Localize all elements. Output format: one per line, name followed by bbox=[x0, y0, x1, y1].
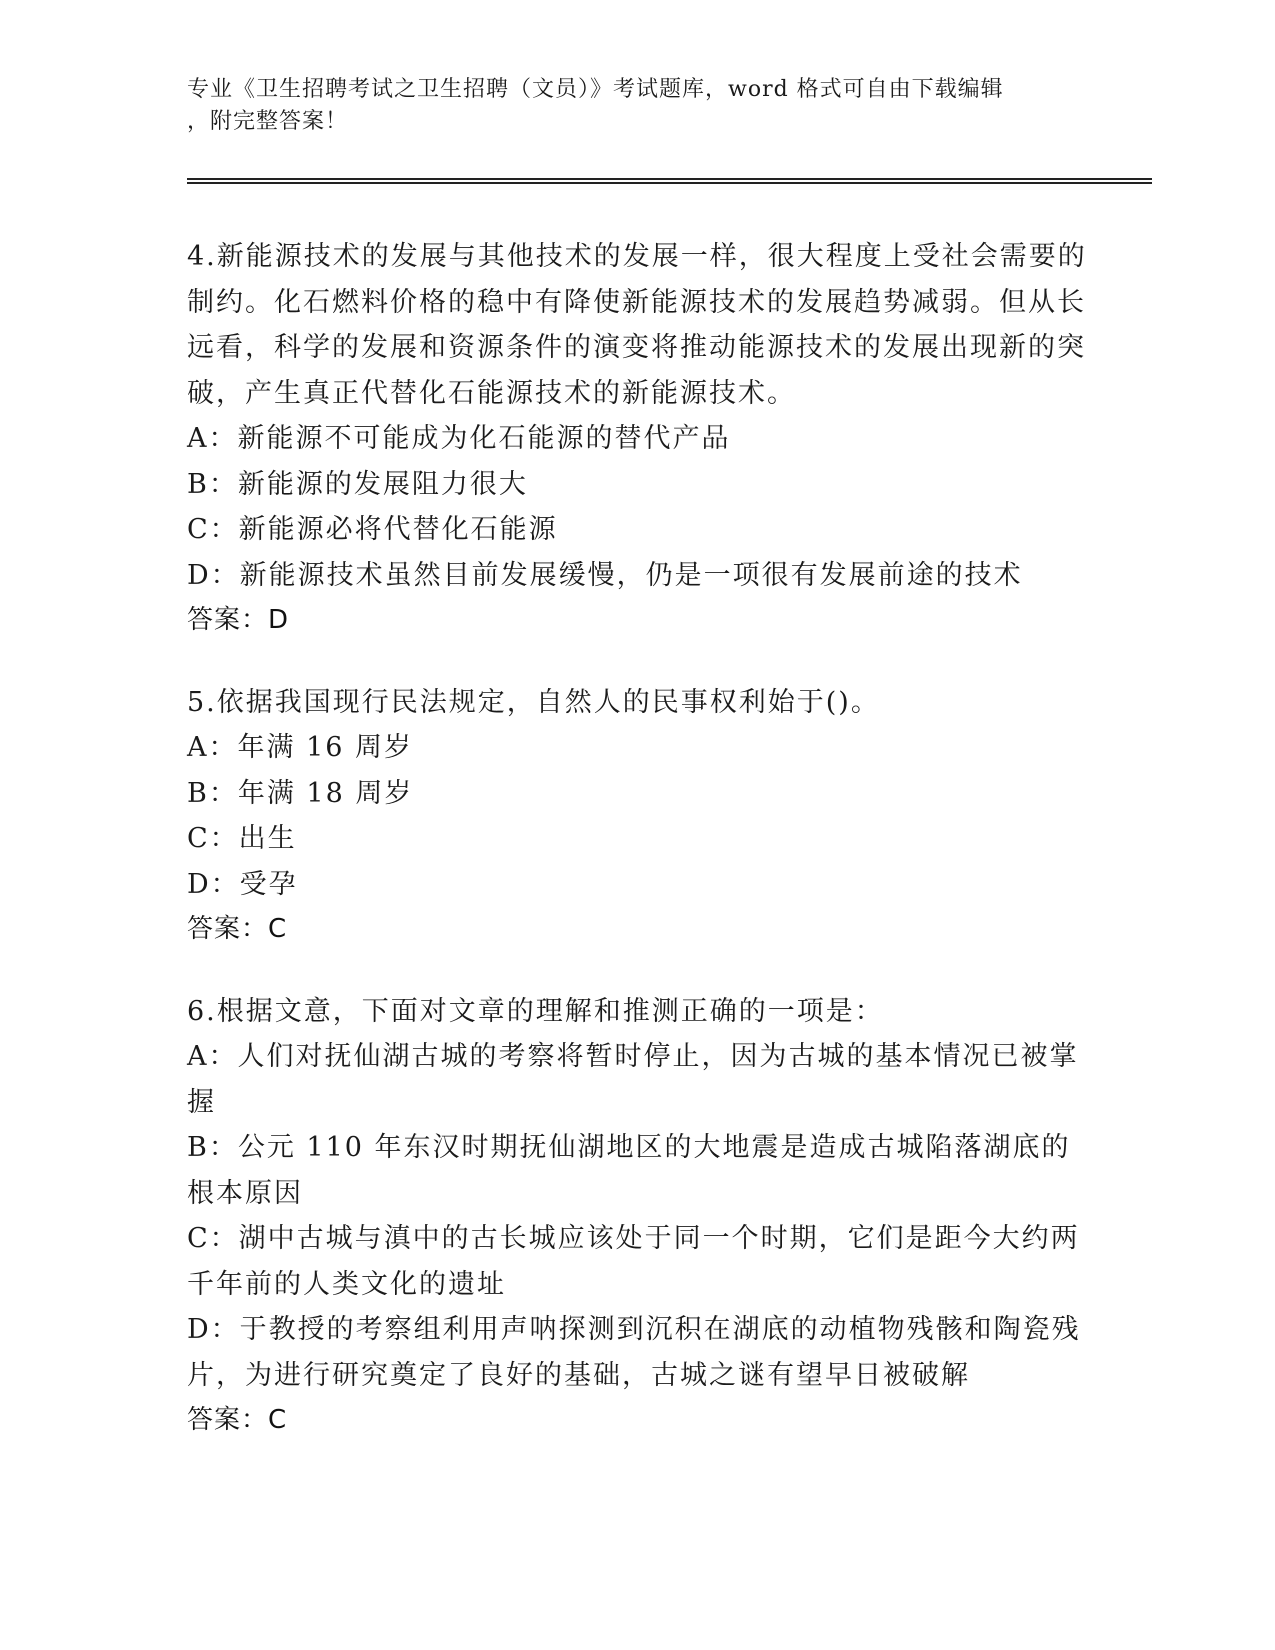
option-a: A：年满 16 周岁 bbox=[187, 732, 414, 763]
option-a: A：新能源不可能成为化石能源的替代产品 bbox=[187, 423, 731, 454]
header-double-rule bbox=[187, 178, 1152, 184]
question-item bbox=[187, 680, 1087, 953]
document-header-text: 专业《卫生招聘考试之卫生招聘（文员）》考试题库，word 格式可自由下载编辑 ，附完整答案！ bbox=[187, 77, 1004, 134]
answer-line: 答案：C bbox=[187, 1405, 288, 1435]
answer-line: 答案：C bbox=[187, 914, 288, 944]
option-b: B：公元 110 年东汉时期抚仙湖地区的大地震是造成古城陷落湖底的根本原因 bbox=[187, 1132, 1071, 1209]
question-item bbox=[187, 989, 1087, 1444]
option-c: C：出生 bbox=[187, 823, 297, 854]
question-item bbox=[187, 234, 1087, 644]
question-stem: 4.新能源技术的发展与其他技术的发展一样，很大程度上受社会需要的制约。化石燃料价格的稳中有降使新能源技术的发展趋势减弱。但从长远看，科学的发展和资源条件的演变将推动能源技术的发展出现新的突破，产生真正代替化石能源技术的新能源技术。 bbox=[187, 241, 1087, 409]
option-d: D：新能源技术虽然目前发展缓慢，仍是一项很有发展前途的技术 bbox=[187, 559, 1023, 591]
question-list bbox=[187, 234, 1087, 1480]
answer-line: 答案：D bbox=[187, 605, 290, 635]
option-b: B：新能源的发展阻力很大 bbox=[187, 468, 528, 500]
option-d: D：受孕 bbox=[187, 868, 298, 900]
option-b: B：年满 18 周岁 bbox=[187, 777, 414, 809]
question-stem: 5.依据我国现行民法规定，自然人的民事权利始于()。 bbox=[187, 686, 880, 718]
option-c: C：湖中古城与滇中的古长城应该处于同一个时期，它们是距今大约两千年前的人类文化的遗址 bbox=[187, 1223, 1080, 1300]
option-c: C：新能源必将代替化石能源 bbox=[187, 514, 558, 545]
question-stem: 6.根据文意，下面对文章的理解和推测正确的一项是： bbox=[187, 995, 884, 1027]
option-a: A：人们对抚仙湖古城的考察将暂时停止，因为古城的基本情况已被掌握 bbox=[187, 1041, 1079, 1118]
option-d: D：于教授的考察组利用声呐探测到沉积在湖底的动植物残骸和陶瓷残片，为进行研究奠定了良好的基础，古城之谜有望早日被破解 bbox=[187, 1314, 1081, 1391]
